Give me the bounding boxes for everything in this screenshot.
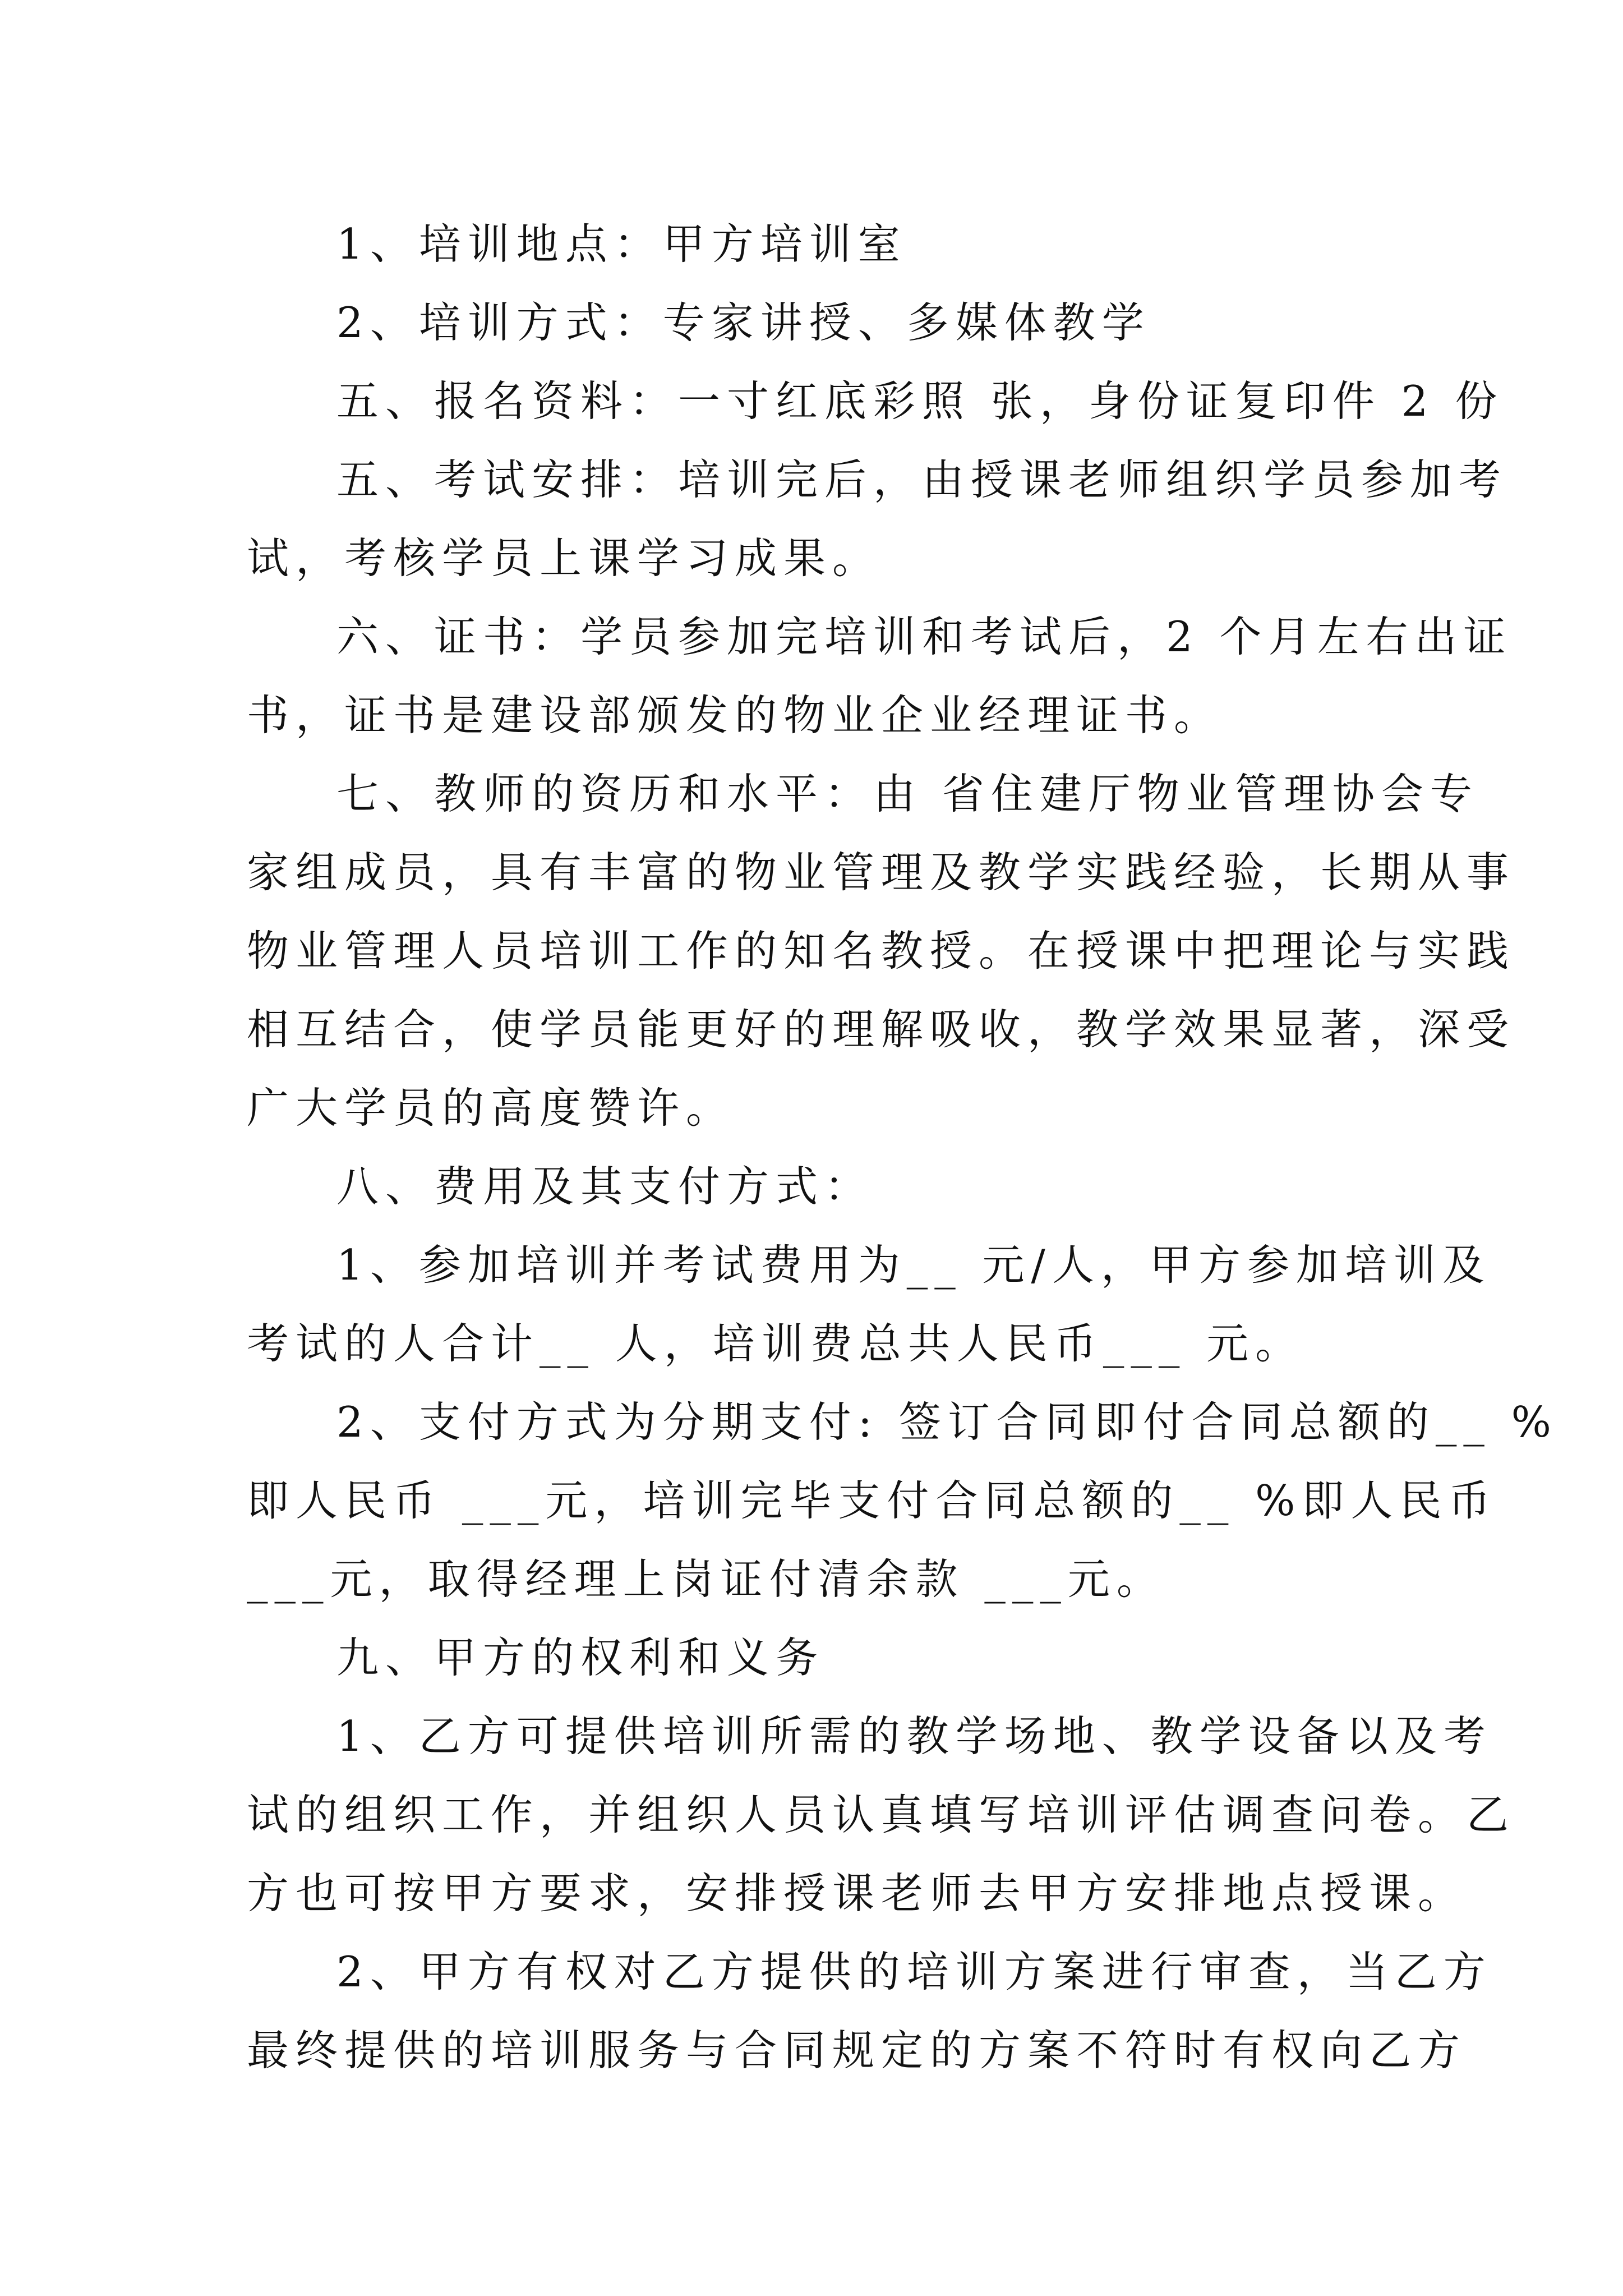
- text-line: 家组成员，具有丰富的物业管理及教学实践经验，长期从事: [247, 848, 1516, 897]
- text-line: 五、考试安排：培训完后，由授课老师组织学员参加考: [336, 455, 1508, 504]
- text-line: 九、甲方的权利和义务: [336, 1633, 825, 1682]
- paragraph: [247, 1147, 1385, 1226]
- text-line: 2、支付方式为分期支付: 签订合同即付合同总额的__ %: [336, 1397, 1558, 1447]
- text-line: 物业管理人员培训工作的知名教授。在授课中把理论与实践: [247, 926, 1516, 976]
- text-line: 八、费用及其支付方式：: [336, 1162, 874, 1211]
- paragraph: [247, 1383, 1558, 1618]
- paragraph: [247, 1932, 1492, 2090]
- text-line: 书，证书是建设部颁发的物业企业经理证书。: [247, 691, 1223, 740]
- paragraph: [247, 1226, 1491, 1383]
- paragraph: [247, 205, 1385, 283]
- text-line: 1、乙方可提供培训所需的教学场地、教学设备以及考: [336, 1711, 1492, 1761]
- text-line: 广大学员的高度赞许。: [247, 1083, 735, 1133]
- text-line: ___元，取得经理上岗证付清余款 ___元。: [247, 1554, 1165, 1604]
- paragraph: [247, 1697, 1516, 1932]
- text-line: 2、甲方有权对乙方提供的培训方案进行审查，当乙方: [336, 1947, 1492, 1996]
- text-line: 五、报名资料：一寸红底彩照 张，身份证复印件 2 份: [336, 376, 1504, 426]
- text-line: 方也可按甲方要求，安排授课老师去甲方安排地点授课。: [247, 1869, 1467, 1918]
- paragraph: [247, 283, 1385, 362]
- text-line: 考试的人合计__ 人，培训费总共人民币___ 元。: [247, 1319, 1304, 1368]
- text-line: 试，考核学员上课学习成果。: [247, 533, 882, 583]
- text-line: 即人民币 ___元，培训完毕支付合同总额的__ %即人民币: [247, 1476, 1497, 1525]
- paragraph: [247, 597, 1513, 754]
- paragraph: [247, 754, 1516, 1147]
- text-line: 六、证书：学员参加完培训和考试后，2 个月左右出证: [336, 612, 1513, 661]
- text-line: 2、培训方式：专家讲授、多媒体教学: [336, 298, 1151, 347]
- text-line: 七、教师的资历和水平：由 省住建厅物业管理协会专: [336, 769, 1479, 818]
- text-line: 相互结合，使学员能更好的理解吸收，教学效果显著，深受: [247, 1005, 1516, 1054]
- document-body: [247, 205, 1558, 2090]
- paragraph: [247, 1618, 1385, 1697]
- text-line: 1、培训地点：甲方培训室: [336, 219, 907, 269]
- paragraph: [247, 440, 1508, 597]
- paragraph: [247, 362, 1504, 440]
- text-line: 1、参加培训并考试费用为__ 元/人，甲方参加培训及: [336, 1240, 1491, 1290]
- text-line: 试的组织工作，并组织人员认真填写培训评估调查问卷。乙: [247, 1790, 1516, 1839]
- text-line: 最终提供的培训服务与合同规定的方案不符时有权向乙方: [247, 2026, 1467, 2075]
